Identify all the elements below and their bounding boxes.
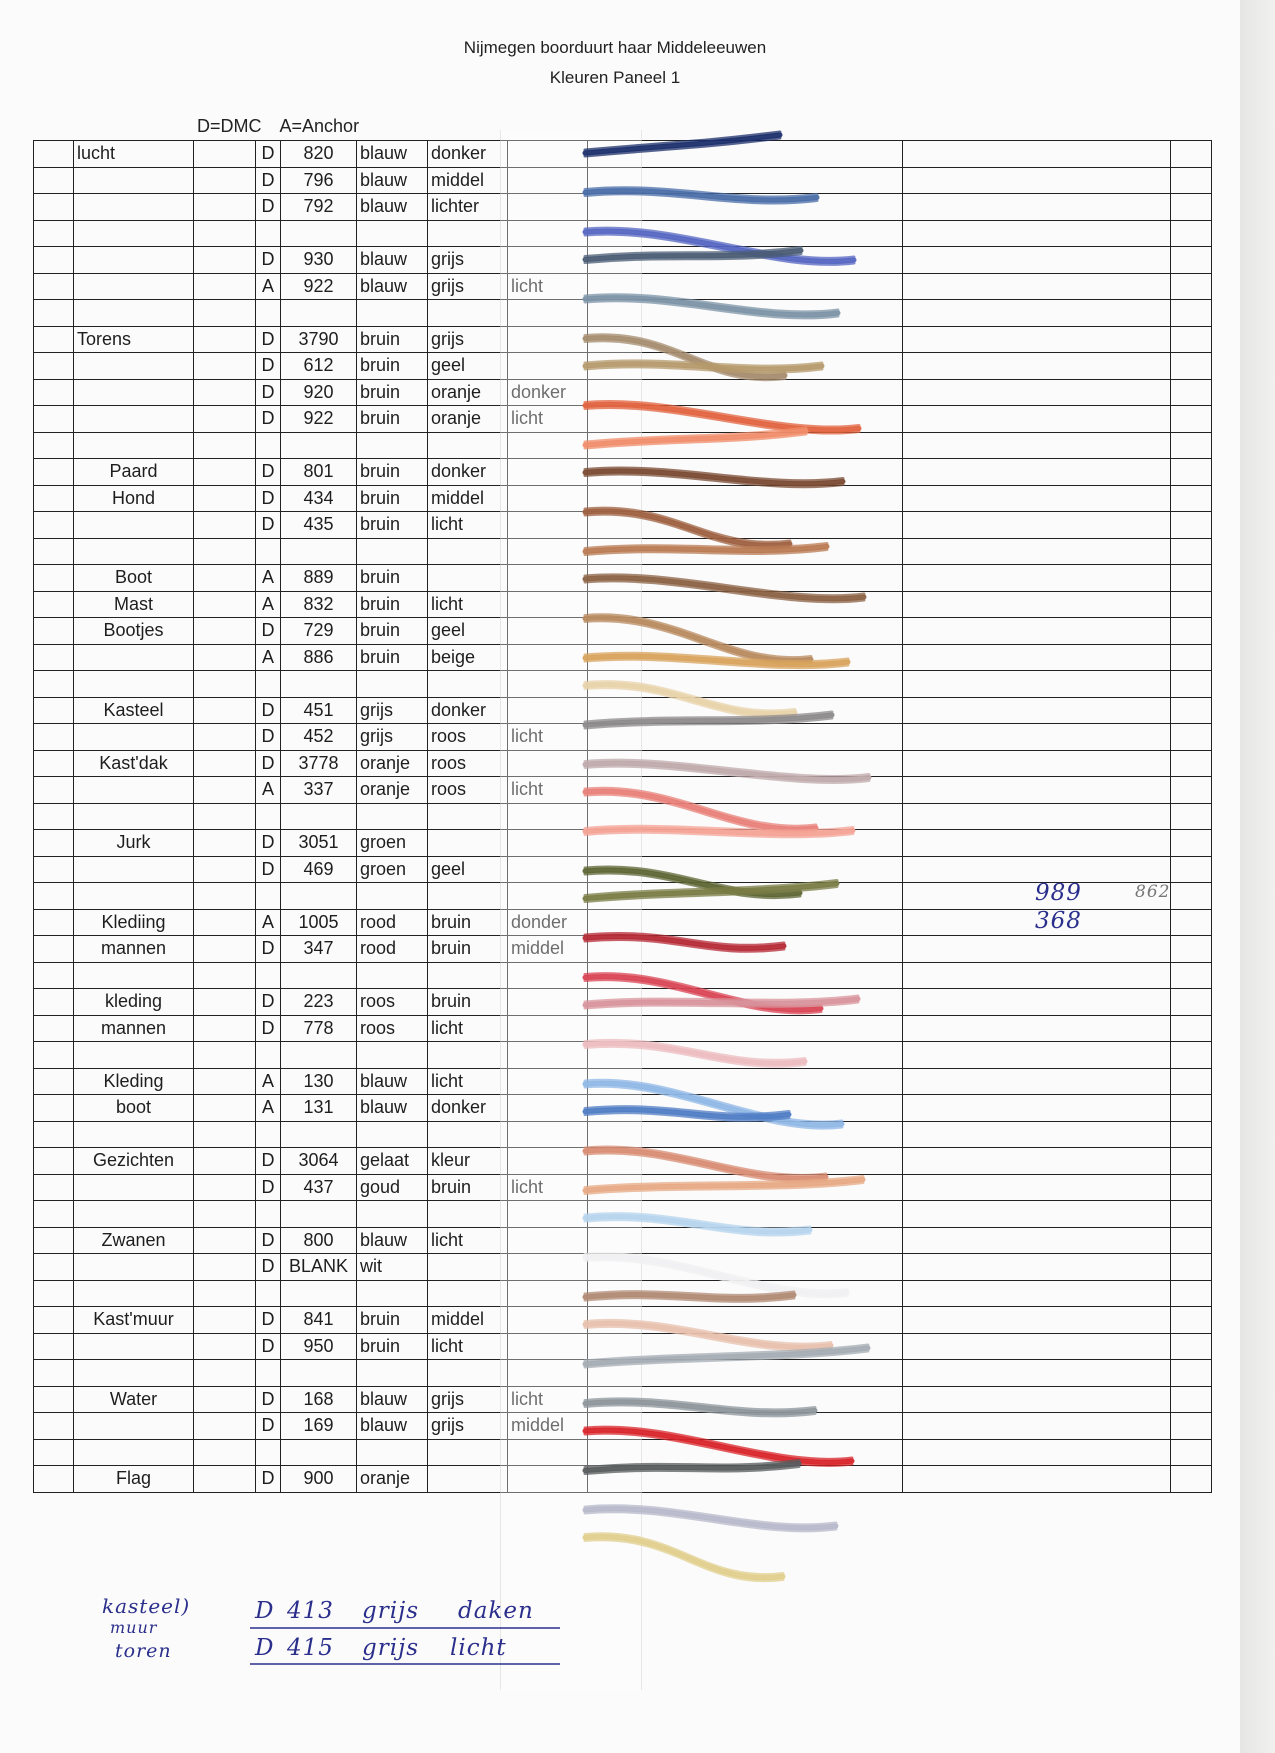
color-number: 223 bbox=[281, 989, 357, 1016]
brand-code: D bbox=[256, 936, 281, 963]
color-name: oranje bbox=[357, 1466, 428, 1493]
color-shade: oranje bbox=[428, 379, 508, 406]
color-number: 347 bbox=[281, 936, 357, 963]
color-tone: licht bbox=[508, 1174, 588, 1201]
thread-strand bbox=[585, 791, 816, 829]
brand-code: D bbox=[256, 141, 281, 168]
color-number: 131 bbox=[281, 1095, 357, 1122]
color-name: bruin bbox=[357, 459, 428, 486]
row-label: kleding bbox=[74, 989, 194, 1016]
color-number: BLANK bbox=[281, 1254, 357, 1281]
brand-code: D bbox=[256, 750, 281, 777]
color-shade: donker bbox=[428, 1095, 508, 1122]
thread-strand bbox=[585, 1537, 783, 1578]
color-number: 169 bbox=[281, 1413, 357, 1440]
color-shade: licht bbox=[428, 512, 508, 539]
color-tone: middel bbox=[508, 936, 588, 963]
brand-code: D bbox=[256, 724, 281, 751]
color-shade: licht bbox=[428, 1227, 508, 1254]
brand-code: D bbox=[256, 1015, 281, 1042]
color-shade: kleur bbox=[428, 1148, 508, 1175]
brand-code: D bbox=[256, 167, 281, 194]
brand-code: A bbox=[256, 1068, 281, 1095]
color-tone: donder bbox=[508, 909, 588, 936]
color-shade: bruin bbox=[428, 1174, 508, 1201]
brand-code: A bbox=[256, 565, 281, 592]
row-label: Jurk bbox=[74, 830, 194, 857]
handwritten-color: licht bbox=[450, 1635, 507, 1661]
color-number: 778 bbox=[281, 1015, 357, 1042]
color-number: 886 bbox=[281, 644, 357, 671]
color-number: 900 bbox=[281, 1466, 357, 1493]
color-shade: roos bbox=[428, 777, 508, 804]
color-name: blauw bbox=[357, 141, 428, 168]
color-shade: licht bbox=[428, 591, 508, 618]
color-name: bruin bbox=[357, 644, 428, 671]
color-number: 1005 bbox=[281, 909, 357, 936]
color-number: 950 bbox=[281, 1333, 357, 1360]
color-name: oranje bbox=[357, 777, 428, 804]
color-name: bruin bbox=[357, 512, 428, 539]
row-label: Torens bbox=[74, 326, 194, 353]
brand-code: D bbox=[256, 459, 281, 486]
color-shade: grijs bbox=[428, 326, 508, 353]
brand-code: D bbox=[256, 1148, 281, 1175]
thread-strand bbox=[585, 511, 790, 545]
color-shade: oranje bbox=[428, 406, 508, 433]
color-number: 820 bbox=[281, 141, 357, 168]
color-name: blauw bbox=[357, 1095, 428, 1122]
color-number: 920 bbox=[281, 379, 357, 406]
document-subtitle: Kleuren Paneel 1 bbox=[549, 68, 681, 87]
color-shade: grijs bbox=[428, 273, 508, 300]
brand-code: D bbox=[256, 512, 281, 539]
color-name: roos bbox=[357, 1015, 428, 1042]
color-tone: licht bbox=[508, 724, 588, 751]
color-name: bruin bbox=[357, 406, 428, 433]
color-tone: licht bbox=[508, 1386, 588, 1413]
brand-code: D bbox=[256, 326, 281, 353]
row-label: mannen bbox=[74, 1015, 194, 1042]
color-name: bruin bbox=[357, 618, 428, 645]
color-number: 800 bbox=[281, 1227, 357, 1254]
color-shade: donker bbox=[428, 697, 508, 724]
row-label: lucht bbox=[74, 141, 194, 168]
color-shade: bruin bbox=[428, 909, 508, 936]
color-name: groen bbox=[357, 856, 428, 883]
color-number: 3778 bbox=[281, 750, 357, 777]
color-number: 922 bbox=[281, 406, 357, 433]
color-shade: geel bbox=[428, 618, 508, 645]
brand-code: D bbox=[256, 194, 281, 221]
document-title: Nijmegen boorduurt haar Middeleeuwen bbox=[463, 38, 767, 57]
color-number: 930 bbox=[281, 247, 357, 274]
thread-strand bbox=[585, 135, 780, 153]
color-number: 889 bbox=[281, 565, 357, 592]
color-number: 130 bbox=[281, 1068, 357, 1095]
thread-strand bbox=[585, 1257, 847, 1294]
color-number: 796 bbox=[281, 167, 357, 194]
color-name: bruin bbox=[357, 1307, 428, 1334]
row-label: Klediing bbox=[74, 909, 194, 936]
color-shade: licht bbox=[428, 1333, 508, 1360]
handwritten-code: 413 bbox=[287, 1598, 334, 1624]
row-label: Gezichten bbox=[74, 1148, 194, 1175]
brand-code: D bbox=[256, 1333, 281, 1360]
row-label: boot bbox=[74, 1095, 194, 1122]
color-number: 437 bbox=[281, 1174, 357, 1201]
color-shade: middel bbox=[428, 485, 508, 512]
brand-code: D bbox=[256, 697, 281, 724]
color-number: 168 bbox=[281, 1386, 357, 1413]
color-shade: beige bbox=[428, 644, 508, 671]
handwritten-brand: D bbox=[255, 1598, 275, 1624]
color-shade: donker bbox=[428, 459, 508, 486]
brand-code: D bbox=[256, 618, 281, 645]
color-name: oranje bbox=[357, 750, 428, 777]
row-label: Paard bbox=[74, 459, 194, 486]
handwritten-color: grijs bbox=[362, 1598, 420, 1624]
color-shade: middel bbox=[428, 1307, 508, 1334]
handwritten-number: 862 bbox=[1135, 882, 1171, 902]
row-label: Kast'dak bbox=[74, 750, 194, 777]
brand-code: D bbox=[256, 247, 281, 274]
color-number: 451 bbox=[281, 697, 357, 724]
color-name: blauw bbox=[357, 1068, 428, 1095]
color-name: bruin bbox=[357, 485, 428, 512]
color-shade: roos bbox=[428, 750, 508, 777]
handwritten-code: 415 bbox=[287, 1635, 334, 1661]
brand-code: D bbox=[256, 1386, 281, 1413]
color-number: 841 bbox=[281, 1307, 357, 1334]
color-number: 3790 bbox=[281, 326, 357, 353]
color-name: bruin bbox=[357, 353, 428, 380]
row-label: Flag bbox=[74, 1466, 194, 1493]
brand-code: A bbox=[256, 644, 281, 671]
brand-code: D bbox=[256, 406, 281, 433]
row-label: Boot bbox=[74, 565, 194, 592]
handwritten-color: daken bbox=[458, 1598, 534, 1624]
color-number: 452 bbox=[281, 724, 357, 751]
brand-code: D bbox=[256, 989, 281, 1016]
color-shade: bruin bbox=[428, 936, 508, 963]
color-number: 3051 bbox=[281, 830, 357, 857]
color-name: rood bbox=[357, 909, 428, 936]
color-name: blauw bbox=[357, 167, 428, 194]
color-tone: donker bbox=[508, 379, 588, 406]
color-number: 435 bbox=[281, 512, 357, 539]
row-label: Hond bbox=[74, 485, 194, 512]
color-shade: grijs bbox=[428, 247, 508, 274]
brand-code: D bbox=[256, 1254, 281, 1281]
color-name: bruin bbox=[357, 565, 428, 592]
handwritten-label: kasteel) bbox=[102, 1594, 191, 1618]
brand-code: A bbox=[256, 777, 281, 804]
brand-code: D bbox=[256, 1227, 281, 1254]
brand-code: D bbox=[256, 1174, 281, 1201]
color-shade: geel bbox=[428, 353, 508, 380]
row-label: Bootjes bbox=[74, 618, 194, 645]
brand-code: A bbox=[256, 591, 281, 618]
color-number: 3064 bbox=[281, 1148, 357, 1175]
color-shade: middel bbox=[428, 167, 508, 194]
color-tone: licht bbox=[508, 273, 588, 300]
row-label: Zwanen bbox=[74, 1227, 194, 1254]
brand-code: D bbox=[256, 1307, 281, 1334]
row-label: Kasteel bbox=[74, 697, 194, 724]
color-name: blauw bbox=[357, 1386, 428, 1413]
color-shade: licht bbox=[428, 1068, 508, 1095]
brand-code: A bbox=[256, 273, 281, 300]
color-name: bruin bbox=[357, 379, 428, 406]
brand-code: D bbox=[256, 1466, 281, 1493]
brand-code: D bbox=[256, 830, 281, 857]
brand-code: D bbox=[256, 1413, 281, 1440]
color-tone: middel bbox=[508, 1413, 588, 1440]
color-name: roos bbox=[357, 989, 428, 1016]
row-label: Water bbox=[74, 1386, 194, 1413]
color-name: blauw bbox=[357, 1227, 428, 1254]
brand-code: D bbox=[256, 856, 281, 883]
color-name: bruin bbox=[357, 326, 428, 353]
color-shade: lichter bbox=[428, 194, 508, 221]
color-name: groen bbox=[357, 830, 428, 857]
row-label: Kleding bbox=[74, 1068, 194, 1095]
color-number: 612 bbox=[281, 353, 357, 380]
color-name: gelaat bbox=[357, 1148, 428, 1175]
color-number: 469 bbox=[281, 856, 357, 883]
color-name: blauw bbox=[357, 273, 428, 300]
color-name: blauw bbox=[357, 1413, 428, 1440]
color-shade: grijs bbox=[428, 1386, 508, 1413]
color-name: wit bbox=[357, 1254, 428, 1281]
brand-code: D bbox=[256, 485, 281, 512]
handwritten-label: toren bbox=[115, 1640, 172, 1662]
color-number: 801 bbox=[281, 459, 357, 486]
color-shade: licht bbox=[428, 1015, 508, 1042]
thread-strand bbox=[585, 547, 827, 552]
handwritten-label: muur bbox=[110, 1618, 158, 1637]
brand-legend: D=DMC A=Anchor bbox=[197, 116, 360, 136]
color-tone: licht bbox=[508, 406, 588, 433]
handwritten-number: 368 bbox=[1035, 908, 1082, 934]
color-name: grijs bbox=[357, 697, 428, 724]
color-name: goud bbox=[357, 1174, 428, 1201]
color-number: 832 bbox=[281, 591, 357, 618]
color-number: 434 bbox=[281, 485, 357, 512]
color-number: 729 bbox=[281, 618, 357, 645]
brand-code: D bbox=[256, 379, 281, 406]
color-name: grijs bbox=[357, 724, 428, 751]
row-label: mannen bbox=[74, 936, 194, 963]
color-shade: grijs bbox=[428, 1413, 508, 1440]
color-shade: roos bbox=[428, 724, 508, 751]
color-name: bruin bbox=[357, 591, 428, 618]
color-name: blauw bbox=[357, 194, 428, 221]
color-shade: bruin bbox=[428, 989, 508, 1016]
brand-code: A bbox=[256, 1095, 281, 1122]
color-number: 922 bbox=[281, 273, 357, 300]
color-name: rood bbox=[357, 936, 428, 963]
color-name: bruin bbox=[357, 1333, 428, 1360]
row-label: Kast'muur bbox=[74, 1307, 194, 1334]
handwritten-number: 989 bbox=[1035, 880, 1082, 906]
color-shade: donker bbox=[428, 141, 508, 168]
color-tone: licht bbox=[508, 777, 588, 804]
handwritten-color: grijs bbox=[362, 1635, 420, 1661]
brand-code: A bbox=[256, 909, 281, 936]
handwritten-brand: D bbox=[255, 1635, 275, 1661]
color-number: 337 bbox=[281, 777, 357, 804]
color-number: 792 bbox=[281, 194, 357, 221]
color-name: blauw bbox=[357, 247, 428, 274]
color-shade: geel bbox=[428, 856, 508, 883]
row-label: Mast bbox=[74, 591, 194, 618]
brand-code: D bbox=[256, 353, 281, 380]
